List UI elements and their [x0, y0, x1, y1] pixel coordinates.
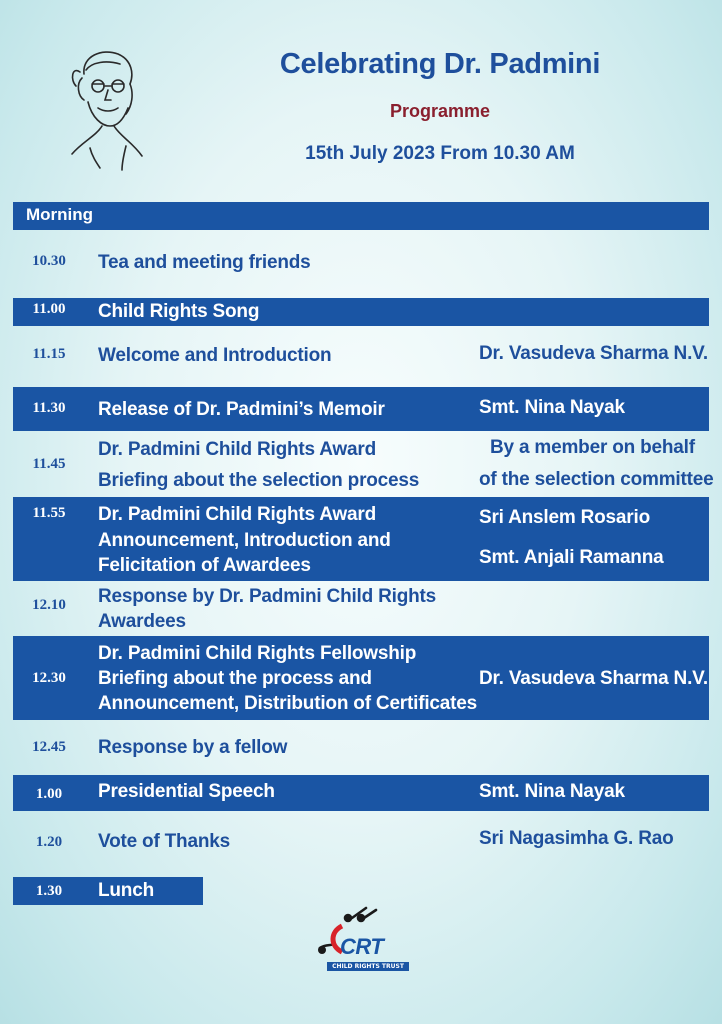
- row-time: 1.20: [35, 834, 63, 850]
- row-event: Vote of Thanks: [98, 831, 230, 852]
- programme-subtitle: Programme: [389, 101, 491, 121]
- portrait-sketch: [62, 44, 152, 172]
- row-event-line: Briefing about the selection process: [98, 470, 420, 491]
- row-time: 11.30: [32, 400, 66, 416]
- row-speaker-line: Smt. Anjali Ramanna: [479, 547, 664, 568]
- row-event-line: Response by Dr. Padmini Child Rights: [98, 586, 437, 607]
- row-event: Welcome and Introduction: [98, 345, 332, 366]
- row-speaker: Dr. Vasudeva Sharma N.V.: [479, 343, 708, 364]
- row-event: Tea and meeting friends: [98, 252, 311, 273]
- event-date: 15th July 2023 From 10.30 AM: [305, 143, 575, 164]
- row-speaker-line: By a member on behalf: [490, 437, 695, 458]
- page-title: Celebrating Dr. Padmini: [279, 48, 601, 80]
- row-speaker: Sri Nagasimha G. Rao: [479, 828, 674, 849]
- row-event: Child Rights Song: [98, 301, 260, 322]
- row-event-line: Announcement, Introduction and: [98, 530, 391, 551]
- row-time: 12.30: [32, 670, 66, 686]
- section-label: Morning: [26, 205, 94, 224]
- row-event-line: Dr. Padmini Child Rights Award: [98, 504, 376, 525]
- logo-text: CRT: [340, 934, 384, 959]
- row-event: Response by a fellow: [98, 737, 288, 758]
- row-event-line: Briefing about the process and: [98, 668, 372, 689]
- row-time: 11.55: [32, 505, 66, 521]
- row-event-line: Dr. Padmini Child Rights Award: [98, 439, 376, 460]
- row-time: 1.30: [35, 883, 63, 899]
- row-event-line: Awardees: [98, 611, 186, 632]
- row-event-line: Dr. Padmini Child Rights Fellowship: [98, 643, 417, 664]
- row-speaker: Smt. Nina Nayak: [479, 397, 625, 418]
- row-speaker-line: Sri Anslem Rosario: [479, 507, 650, 528]
- row-time: 12.45: [32, 739, 66, 755]
- row-event: Presidential Speech: [98, 781, 275, 802]
- row-time: 11.45: [32, 456, 66, 472]
- row-event-line: Felicitation of Awardees: [98, 555, 311, 576]
- row-speaker-line: of the selection committee: [479, 469, 714, 490]
- row-event: Lunch: [98, 880, 154, 901]
- section-band-morning: [13, 202, 709, 230]
- row-time: 11.15: [32, 346, 66, 362]
- row-time: 11.00: [32, 301, 66, 317]
- row-speaker: Smt. Nina Nayak: [479, 781, 625, 802]
- row-speaker: Dr. Vasudeva Sharma N.V.: [479, 668, 708, 689]
- row-time: 1.00: [35, 786, 63, 802]
- row-time: 12.10: [32, 597, 66, 613]
- row-event-line: Announcement, Distribution of Certificates: [98, 693, 478, 714]
- logo-tagline: CHILD RIGHTS TRUST: [327, 962, 409, 971]
- row-event: Release of Dr. Padmini’s Memoir: [98, 399, 385, 420]
- row-time: 10.30: [32, 253, 66, 269]
